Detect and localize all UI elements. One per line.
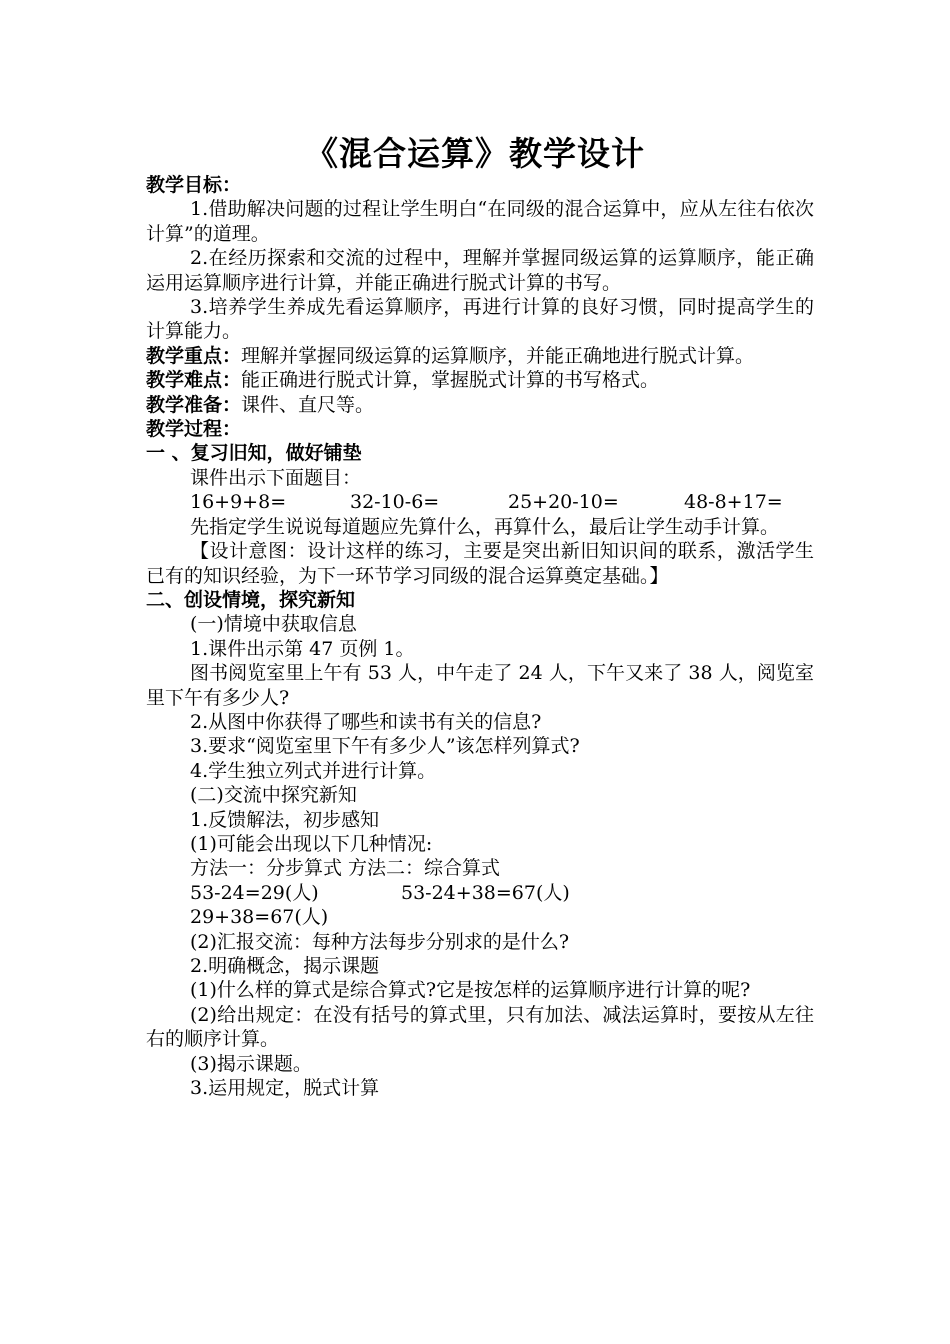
section-2-line: (3)揭示课题。 [190,1052,312,1075]
section-2-line: (1)可能会出现以下几种情况: [190,832,433,855]
document-body [146,173,814,1100]
calc-row [146,881,814,905]
process-heading: 教学过程： [146,418,242,441]
objectives-heading: 教学目标： [146,174,242,196]
difficulty-label: 教学难点： [146,369,242,392]
prep-paragraph [146,393,814,417]
section-2-line: 图书阅览室里上午有 53 人，中午走了 24 人，下午又来了 38 人，阅览室里下午有多少人? [146,662,814,709]
equation: 48-8+17= [684,491,783,514]
calc-step: 29+38=67(人) [190,906,329,929]
prep-label: 教学准备： [146,393,242,416]
objective-item: 3.培养学生养成先看运算顺序，再进行计算的良好习惯，同时提高学生的计算能力。 [146,296,814,343]
equation: 16+9+8= [190,491,287,514]
section-2-line: 3.运用规定，脱式计算 [190,1077,380,1100]
section-2-line: (2)汇报交流：每种方法每步分别求的是什么? [190,930,570,953]
section-2-line: (二)交流中探究新知 [190,784,357,807]
key-point-text: 理解并掌握同级运算的运算顺序，并能正确地进行脱式计算。 [241,344,755,367]
section-2-heading: 二、创设情境，探究新知 [146,588,356,611]
calc-step: 53-24=29(人) [190,881,319,904]
key-point-label: 教学重点： [146,344,242,367]
objective-item: 1.借助解决问题的过程让学生明白“在同级的混合运算中，应从左往右依次计算”的道理。 [146,198,814,245]
difficulty-paragraph [146,368,814,392]
objective-item: 2.在经历探索和交流的过程中，理解并掌握同级运算的运算顺序，能正确运用运算顺序进行计算，并能正确进行脱式计算的书写。 [146,247,814,294]
section-1-heading: 一 、复习旧知，做好铺垫 [146,442,362,465]
section-2-line: 1.反馈解法，初步感知 [190,808,380,831]
key-point-paragraph [146,344,814,368]
design-intent: 【设计意图：设计这样的练习，主要是突出新旧知识间的联系，激活学生已有的知识经验，为下一环节学习同级的混合运算奠定基础。】 [146,540,814,587]
difficulty-text: 能正确进行脱式计算，掌握脱式计算的书写格式。 [241,369,660,392]
calc-row [146,905,814,929]
document-title: 《混合运算》教学设计 [305,134,645,173]
section-1-intro: 课件出示下面题目： [190,466,362,489]
section-2-line: 4.学生独立列式并进行计算。 [190,759,437,782]
section-2-line: 2.从图中你获得了哪些和读书有关的信息? [190,710,542,733]
equation: 25+20-10= [508,491,619,514]
prep-text: 课件、直尺等。 [241,393,375,416]
section-2-line: 1.课件出示第 47 页例 1。 [190,637,415,660]
review-equations [146,490,814,514]
section-2-line: (一)情境中获取信息 [190,613,357,636]
section-2-line: 3.要求“阅览室里下午有多少人”该怎样列算式? [190,735,580,758]
calc-combined: 53-24+38=67(人) [401,881,570,904]
section-2-line: 2.明确概念，揭示课题 [190,955,380,977]
equation: 32-10-6= [350,491,440,514]
methods-line: 方法一：分步算式 方法二：综合算式 [190,857,501,880]
section-2-line: (2)给出规定：在没有括号的算式里，只有加法、减法运算时，要按从左往右的顺序计算。 [146,1003,814,1051]
section-1-instruction: 先指定学生说说每道题应先算什么，再算什么，最后让学生动手计算。 [190,515,780,538]
section-2-line: (1)什么样的算式是综合算式?它是按怎样的运算顺序进行计算的呢? [190,979,751,1002]
